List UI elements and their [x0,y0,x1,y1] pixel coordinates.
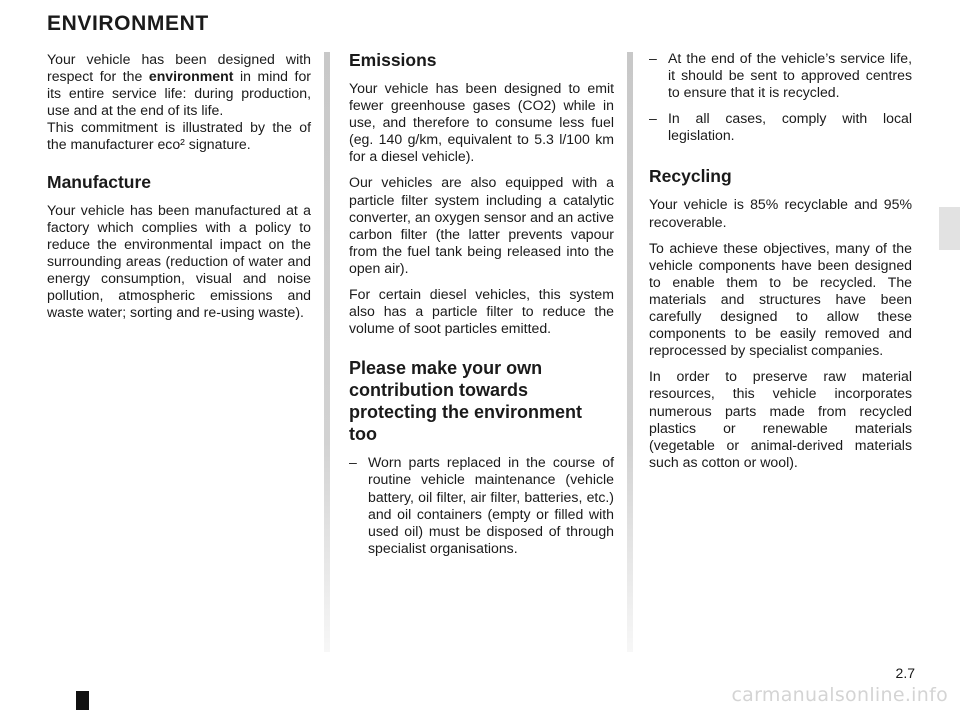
dash-bullet: – [649,110,657,127]
list-item [349,454,614,557]
intro-text: Your vehicle has been designed with respect for the [47,51,311,85]
contribution-heading: Please make your own contribution towards protecting the environment too [349,358,583,445]
column-divider [627,52,633,652]
intro-text-end: in mind for its entire service life: during production, use and at the end of its life. [47,68,311,119]
column-left [47,51,311,330]
column-divider [324,52,330,652]
column-right [649,50,912,480]
list-item-text: In all cases, comply with local legislation. [668,110,912,144]
manufacture-paragraph: Your vehicle has been manufactured at a factory which complies with a policy to reduce the environmental impact on the surrounding areas (reduction of water and energy consumption, visual and noise pollution, atmospheric emissions and waste water; sorting and re-using waste). [47,201,311,321]
section-tab-marker [939,207,960,250]
crop-mark [76,691,89,710]
dash-bullet: – [649,50,657,66]
emissions-paragraph: Your vehicle has been designed to emit fewer greenhouse gases (CO2) while in use, and therefore to consume less fuel (eg. 140 g/km, equivalent to 5.3 l/100 km for a diesel vehicle). [349,80,614,165]
watermark: carmanualsonline.info [731,684,948,706]
page-number: 2.7 [895,665,915,681]
list-item-text: Worn parts replaced in the course of routine vehicle maintenance (vehicle battery, oil filter, air filter, batteries, etc.) and oil containers (empty or filled with used oil) must be disposed of through specialist organisations. [368,454,614,556]
dash-bullet: – [349,454,357,471]
list-item [649,110,912,144]
page-title: ENVIRONMENT [47,12,209,35]
recycling-paragraph: To achieve these objectives, many of the vehicle components have been designed to enable them to be recycled. The materials and structures have been carefully designed to allow these components to be easily removed and reprocessed by specialist companies. [649,239,912,359]
recycling-paragraph: Your vehicle is 85% recyclable and 95% recoverable. [649,196,912,230]
column-middle [349,50,614,566]
emissions-paragraph: Our vehicles are also equipped with a particle filter system including a catalytic converter, an oxygen sensor and an active carbon filter (the latter prevents vapour from the fuel tank being released into the open air). [349,174,614,276]
intro-emphasis: environment [148,68,234,85]
manufacture-heading: Manufacture [47,171,152,192]
emissions-heading: Emissions [349,50,437,70]
recycling-heading: Recycling [649,166,732,187]
recycling-paragraph: In order to preserve raw material resources, this vehicle incorporates numerous parts made from recycled plastics or renewable materials (vegetable or animal-derived materials such as cotton or wool). [649,368,912,470]
intro-paragraph [47,51,311,119]
emissions-paragraph: For certain diesel vehicles, this system also has a particle filter to reduce the volume of soot particles emitted. [349,286,614,337]
list-item-text: At the end of the vehicle’s service life, it should be sent to approved centres to ensure that it is recycled. [668,50,912,101]
list-item [649,50,912,101]
commitment-paragraph: This commitment is illustrated by the of the manufacturer eco² signature. [47,119,311,153]
